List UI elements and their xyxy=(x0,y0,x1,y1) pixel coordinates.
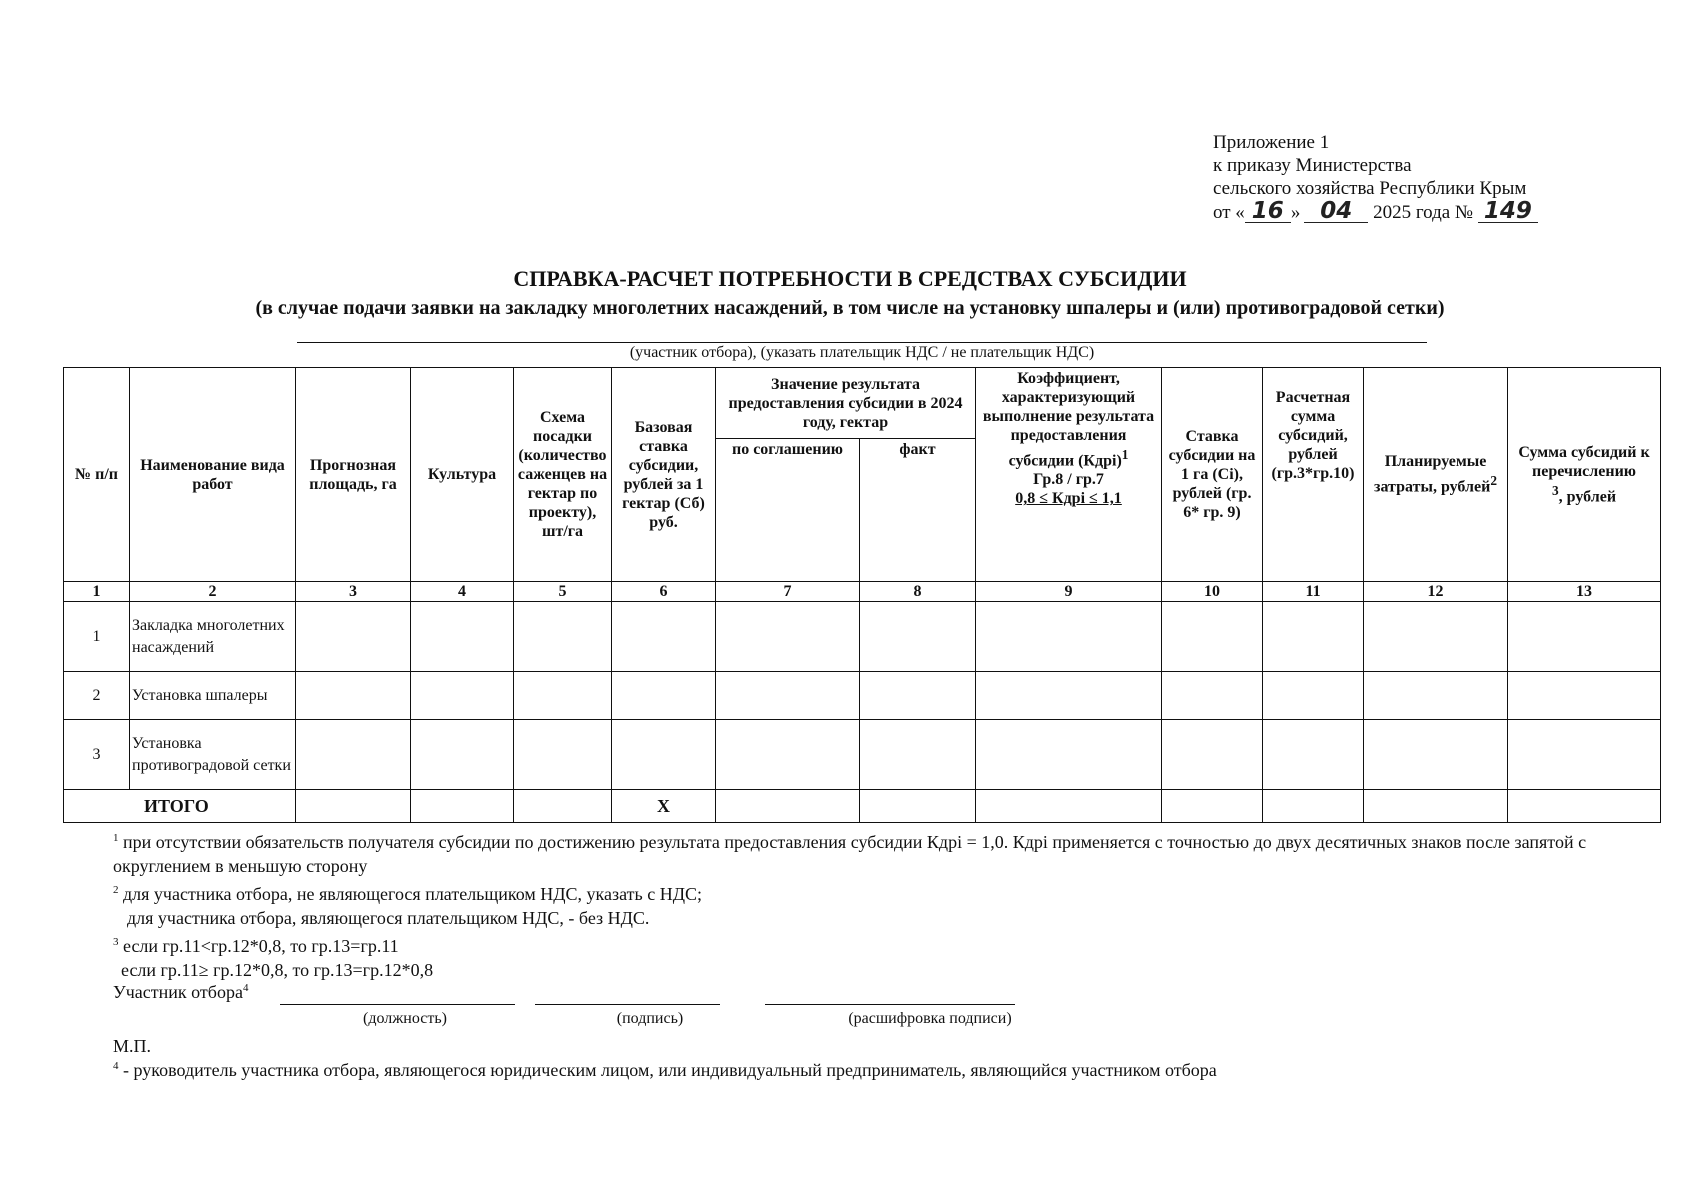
total-area[interactable] xyxy=(296,790,411,823)
position-fill-line[interactable] xyxy=(280,1004,515,1005)
total-agreement-value[interactable] xyxy=(716,790,860,823)
footnote-1-text: при отсутствии обязательств получателя субсидии по достижению результата предоставления субсидии Кдрi = 1,0. Кдрi применяется с точностью до двух десятичных знаков после запятой с округлением в меньшую сторону xyxy=(113,832,1587,876)
cell-planting-scheme[interactable] xyxy=(514,672,612,720)
row-number: 2 xyxy=(64,672,130,720)
appendix-line-2: к приказу Министерства xyxy=(1213,155,1412,176)
cell-base-rate[interactable] xyxy=(612,720,716,790)
column-number: 6 xyxy=(612,582,716,602)
column-number: 13 xyxy=(1508,582,1661,602)
column-number: 10 xyxy=(1162,582,1263,602)
cell-culture[interactable] xyxy=(411,672,514,720)
participant-signature-row xyxy=(113,982,248,1003)
header-col-11: Расчетная сумма субсидий, рублей (гр.3*гр.10) xyxy=(1263,368,1364,582)
cell-calculated-sum[interactable] xyxy=(1263,672,1364,720)
cell-planned-costs[interactable] xyxy=(1364,672,1508,720)
footnote-3-text-a: если гр.11<гр.12*0,8, то гр.13=гр.11 xyxy=(123,936,399,956)
header-col-9-sup: 1 xyxy=(1121,447,1129,462)
work-type: Закладка многолетних насаждений xyxy=(130,602,296,672)
cell-calculated-sum[interactable] xyxy=(1263,602,1364,672)
total-row xyxy=(64,790,1661,823)
header-col-9-formula: Гр.8 / гр.7 xyxy=(1033,471,1104,489)
position-caption: (должность) xyxy=(363,1010,447,1027)
cell-transfer-sum[interactable] xyxy=(1508,602,1661,672)
header-col-13-sup: 3 xyxy=(1551,482,1559,498)
header-col-12-text: Планируемые затраты, рублей xyxy=(1374,453,1491,496)
handwritten-month: 04 xyxy=(1304,200,1368,223)
header-col-12-sup: 2 xyxy=(1490,473,1497,489)
document-subtitle: (в случае подачи заявки на закладку многолетних насаждений, в том числе на установку шпалеры и (или) противоградовой сетки) xyxy=(255,297,1445,319)
total-calculated-sum[interactable] xyxy=(1263,790,1364,823)
document-title: СПРАВКА-РАСЧЕТ ПОТРЕБНОСТИ В СРЕДСТВАХ СУБСИДИИ xyxy=(513,266,1187,291)
header-col-9-range: 0,8 ≤ Кдрi ≤ 1,1 xyxy=(1015,490,1122,508)
footnote-2-text-b: для участника отбора, являющегося плательщиком НДС, - без НДС. xyxy=(127,908,650,928)
cell-transfer-sum[interactable] xyxy=(1508,672,1661,720)
participant-label-sup: 4 xyxy=(242,982,249,994)
row-number: 1 xyxy=(64,602,130,672)
cell-area[interactable] xyxy=(296,720,411,790)
header-col-1: № п/п xyxy=(64,368,130,582)
header-col-6: Базовая ставка субсидии, рублей за 1 гектар (Сб) руб. xyxy=(612,368,716,582)
cell-area[interactable] xyxy=(296,602,411,672)
footnote-3-text-b: если гр.11≥ гр.12*0,8, то гр.13=гр.12*0,8 xyxy=(121,960,434,980)
row-number: 3 xyxy=(64,720,130,790)
cell-planned-costs[interactable] xyxy=(1364,720,1508,790)
header-col-10: Ставка субсидии на 1 га (Сi), рублей (гр. 6* гр. 9) xyxy=(1162,368,1263,582)
work-type: Установка противоградовой сетки xyxy=(130,720,296,790)
work-type: Установка шпалеры xyxy=(130,672,296,720)
signature-caption: (подпись) xyxy=(616,1010,684,1027)
footnote-1 xyxy=(113,826,1673,878)
cell-planned-costs[interactable] xyxy=(1364,602,1508,672)
total-planting-scheme[interactable] xyxy=(514,790,612,823)
cell-coefficient[interactable] xyxy=(976,720,1162,790)
column-number: 5 xyxy=(514,582,612,602)
table-row xyxy=(64,602,1661,672)
cell-agreement-value[interactable] xyxy=(716,720,860,790)
cell-coefficient[interactable] xyxy=(976,672,1162,720)
table-row xyxy=(64,720,1661,790)
header-col-8: факт xyxy=(860,439,976,582)
header-col-13-unit: , рублей xyxy=(1558,488,1617,506)
header-row-1 xyxy=(64,368,1661,439)
cell-fact-value[interactable] xyxy=(860,720,976,790)
participant-label: Участник отбора xyxy=(113,982,243,1002)
header-col-9-text: Коэффициент, характеризующий выполнение результата предоставления субсидии (Кдрi) xyxy=(982,370,1155,470)
cell-agreement-value[interactable] xyxy=(716,672,860,720)
footnote-4-text: - руководитель участника отбора, являющегося юридическим лицом, или индивидуальный предприниматель, являющийся участником отбора xyxy=(118,1060,1217,1080)
total-culture[interactable] xyxy=(411,790,514,823)
handwritten-order-number: 149 xyxy=(1478,200,1538,223)
appendix-block xyxy=(1213,131,1653,224)
cell-base-rate[interactable] xyxy=(612,602,716,672)
footnote-4 xyxy=(113,1060,1217,1081)
column-number: 9 xyxy=(976,582,1162,602)
column-number: 1 xyxy=(64,582,130,602)
total-fact-value[interactable] xyxy=(860,790,976,823)
handwritten-day: 16 xyxy=(1245,200,1291,223)
cell-coefficient[interactable] xyxy=(976,602,1162,672)
footnote-1-mark: 1 xyxy=(113,832,119,844)
total-label: ИТОГО xyxy=(64,790,296,823)
cell-agreement-value[interactable] xyxy=(716,602,860,672)
total-base-rate: X xyxy=(612,790,716,823)
cell-rate-per-ha[interactable] xyxy=(1162,672,1263,720)
participant-fill-line[interactable] xyxy=(297,342,1427,343)
column-number: 3 xyxy=(296,582,411,602)
column-number: 7 xyxy=(716,582,860,602)
cell-fact-value[interactable] xyxy=(860,672,976,720)
appendix-date-line xyxy=(1213,200,1653,224)
footnote-2 xyxy=(113,878,1673,906)
total-planned-costs[interactable] xyxy=(1364,790,1508,823)
total-rate-per-ha[interactable] xyxy=(1162,790,1263,823)
footnote-4-mark: 4 xyxy=(113,1060,119,1072)
column-number: 8 xyxy=(860,582,976,602)
cell-planting-scheme[interactable] xyxy=(514,602,612,672)
table-row xyxy=(64,672,1661,720)
footnote-3-mark: 3 xyxy=(113,936,119,948)
header-col-13 xyxy=(1508,368,1661,582)
cell-fact-value[interactable] xyxy=(860,602,976,672)
column-number: 11 xyxy=(1263,582,1364,602)
total-transfer-sum[interactable] xyxy=(1508,790,1661,823)
appendix-line-3: сельского хозяйства Республики Крым xyxy=(1213,178,1527,199)
decode-caption: (расшифровка подписи) xyxy=(848,1010,1012,1027)
header-col-12 xyxy=(1364,368,1508,582)
cell-rate-per-ha[interactable] xyxy=(1162,602,1263,672)
stamp-place: М.П. xyxy=(113,1036,152,1056)
footnote-2-mark: 2 xyxy=(113,884,119,896)
header-col-9 xyxy=(976,368,1162,582)
footnotes xyxy=(113,826,1673,982)
footnote-2-text-a: для участника отбора, не являющегося плательщиком НДС, указать с НДС; xyxy=(123,884,702,904)
header-col-2: Наименование вида работ xyxy=(130,368,296,582)
cell-base-rate[interactable] xyxy=(612,672,716,720)
header-col-13-text: Сумма субсидий к перечислению xyxy=(1518,443,1650,480)
signature-fill-line[interactable] xyxy=(535,1004,720,1005)
signature-decode-fill-line[interactable] xyxy=(765,1004,1015,1005)
column-number: 2 xyxy=(130,582,296,602)
column-number: 12 xyxy=(1364,582,1508,602)
cell-calculated-sum[interactable] xyxy=(1263,720,1364,790)
date-mid: » xyxy=(1290,202,1301,223)
total-coefficient[interactable] xyxy=(976,790,1162,823)
appendix-line-1: Приложение 1 xyxy=(1213,132,1330,153)
date-prefix: от « xyxy=(1213,202,1245,223)
cell-transfer-sum[interactable] xyxy=(1508,720,1661,790)
column-number: 4 xyxy=(411,582,514,602)
cell-culture[interactable] xyxy=(411,602,514,672)
subsidy-calculation-table xyxy=(63,367,1661,823)
cell-planting-scheme[interactable] xyxy=(514,720,612,790)
header-col-7: по соглашению xyxy=(716,439,860,582)
column-number-row xyxy=(64,582,1661,602)
header-col-5: Схема посадки (количество саженцев на гектар по проекту), шт/га xyxy=(514,368,612,582)
cell-area[interactable] xyxy=(296,672,411,720)
cell-culture[interactable] xyxy=(411,720,514,790)
header-col-7-8-group: Значение результата предоставления субсидии в 2024 году, гектар xyxy=(716,368,976,439)
header-col-3: Прогнозная площадь, га xyxy=(296,368,411,582)
header-col-4: Культура xyxy=(411,368,514,582)
footnote-3 xyxy=(113,930,1673,958)
participant-caption: (участник отбора), (указать плательщик НДС / не плательщик НДС) xyxy=(629,344,1095,361)
date-suffix: 2025 года № xyxy=(1373,202,1474,223)
cell-rate-per-ha[interactable] xyxy=(1162,720,1263,790)
